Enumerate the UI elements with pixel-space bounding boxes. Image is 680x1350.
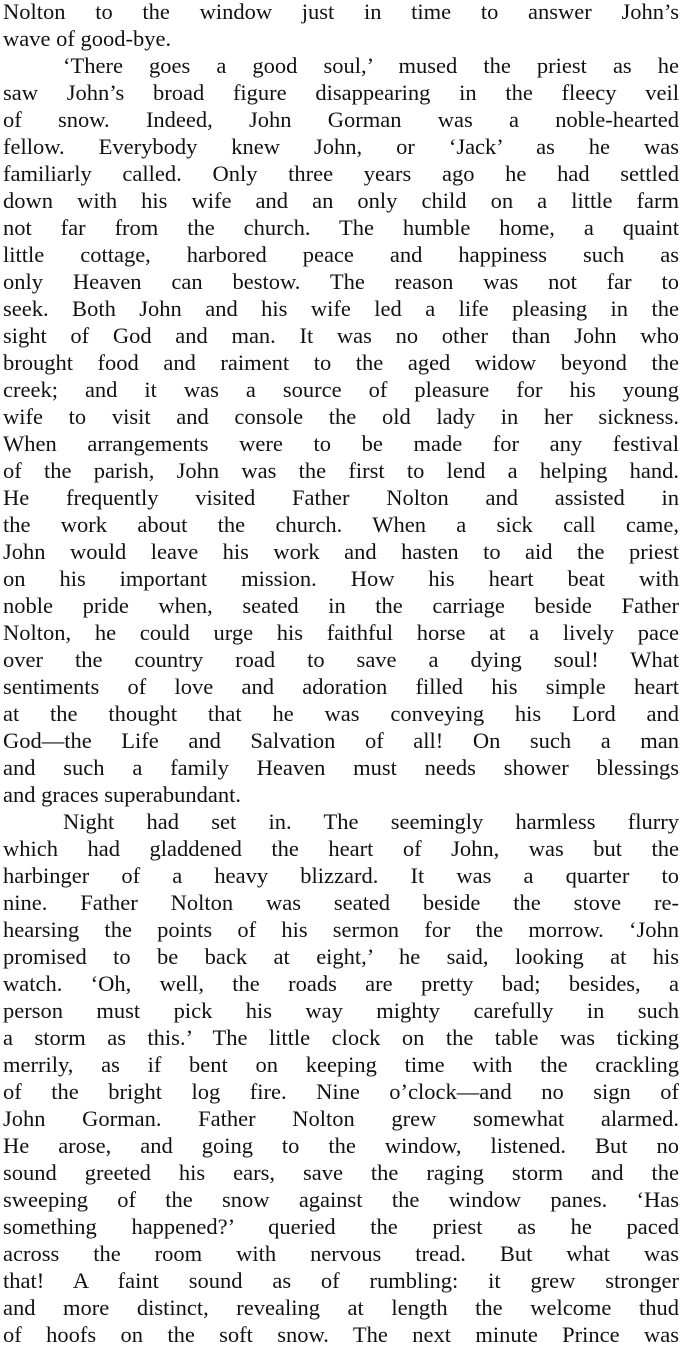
text-line: and graces superabundant. xyxy=(3,782,242,807)
paragraph xyxy=(3,0,679,52)
text-line: of snow. Indeed, John Gorman was a noble-hearted xyxy=(3,107,679,132)
text-line: Nolton to the window just in time to answer John’s xyxy=(3,0,679,24)
text-line: familiarly called. Only three years ago he had settled xyxy=(3,161,679,186)
text-line: of the parish, John was the first to lend a helping hand. xyxy=(3,458,679,483)
paragraph xyxy=(3,808,679,1348)
text-line: John Gorman. Father Nolton grew somewhat alarmed. xyxy=(3,1106,679,1131)
text-line: little cottage, harbored peace and happiness such as xyxy=(3,242,679,267)
text-line: sound greeted his ears, save the raging storm and the xyxy=(3,1160,679,1185)
text-line: something happened?’ queried the priest as he paced xyxy=(3,1214,679,1239)
text-line: wife to visit and console the old lady in her sickness. xyxy=(3,404,679,429)
text-line: sight of God and man. It was no other than John who xyxy=(3,323,679,348)
text-line: down with his wife and an only child on a little farm xyxy=(3,188,679,213)
text-line: merrily, as if bent on keeping time with the crackling xyxy=(3,1052,679,1077)
text-line: of hoofs on the soft snow. The next minute Prince was xyxy=(3,1322,679,1347)
text-line: across the room with nervous tread. But what was xyxy=(3,1241,679,1266)
text-line: and such a family Heaven must needs shower blessings xyxy=(3,755,679,780)
text-line: fellow. Everybody knew John, or ‘Jack’ as he was xyxy=(3,134,679,159)
text-line: the work about the church. When a sick call came, xyxy=(3,512,679,537)
text-line: over the country road to save a dying soul! What xyxy=(3,647,679,672)
text-line: wave of good-bye. xyxy=(3,26,172,51)
text-line: John would leave his work and hasten to aid the priest xyxy=(3,539,679,564)
text-line: on his important mission. How his heart beat with xyxy=(3,566,679,591)
text-line: hearsing the points of his sermon for the morrow. ‘John xyxy=(3,917,679,942)
text-line: God—the Life and Salvation of all! On such a man xyxy=(3,728,679,753)
text-line: only Heaven can bestow. The reason was not far to xyxy=(3,269,679,294)
text-line: and more distinct, revealing at length the welcome thud xyxy=(3,1295,679,1320)
text-line: watch. ‘Oh, well, the roads are pretty bad; besides, a xyxy=(3,971,679,996)
text-line: brought food and raiment to the aged widow beyond the xyxy=(3,350,679,375)
text-line: He frequently visited Father Nolton and assisted in xyxy=(3,485,679,510)
text-line: person must pick his way mighty carefully in such xyxy=(3,998,679,1023)
text-line: not far from the church. The humble home, a quaint xyxy=(3,215,679,240)
text-line: harbinger of a heavy blizzard. It was a quarter to xyxy=(3,863,679,888)
text-line: noble pride when, seated in the carriage beside Father xyxy=(3,593,679,618)
text-line: sentiments of love and adoration filled his simple heart xyxy=(3,674,679,699)
text-line: ‘There goes a good soul,’ mused the priest as he xyxy=(63,53,679,78)
paragraph xyxy=(3,52,679,808)
text-line: promised to be back at eight,’ he said, looking at his xyxy=(3,944,679,969)
text-line: at the thought that he was conveying his Lord and xyxy=(3,701,679,726)
text-line: nine. Father Nolton was seated beside the stove re- xyxy=(3,890,679,915)
text-line: Night had set in. The seemingly harmless flurry xyxy=(63,809,679,834)
body-text xyxy=(3,0,679,1348)
text-line: that! A faint sound as of rumbling: it grew stronger xyxy=(3,1268,679,1293)
text-line: When arrangements were to be made for any festival xyxy=(3,431,679,456)
text-line: creek; and it was a source of pleasure for his young xyxy=(3,377,679,402)
text-line: a storm as this.’ The little clock on the table was ticking xyxy=(3,1025,679,1050)
text-line: He arose, and going to the window, listened. But no xyxy=(3,1133,679,1158)
text-line: Nolton, he could urge his faithful horse at a lively pace xyxy=(3,620,679,645)
text-line: saw John’s broad figure disappearing in the fleecy veil xyxy=(3,80,679,105)
text-line: seek. Both John and his wife led a life pleasing in the xyxy=(3,296,679,321)
text-line: of the bright log fire. Nine o’clock—and no sign of xyxy=(3,1079,679,1104)
text-line: sweeping of the snow against the window panes. ‘Has xyxy=(3,1187,679,1212)
text-line: which had gladdened the heart of John, was but the xyxy=(3,836,679,861)
